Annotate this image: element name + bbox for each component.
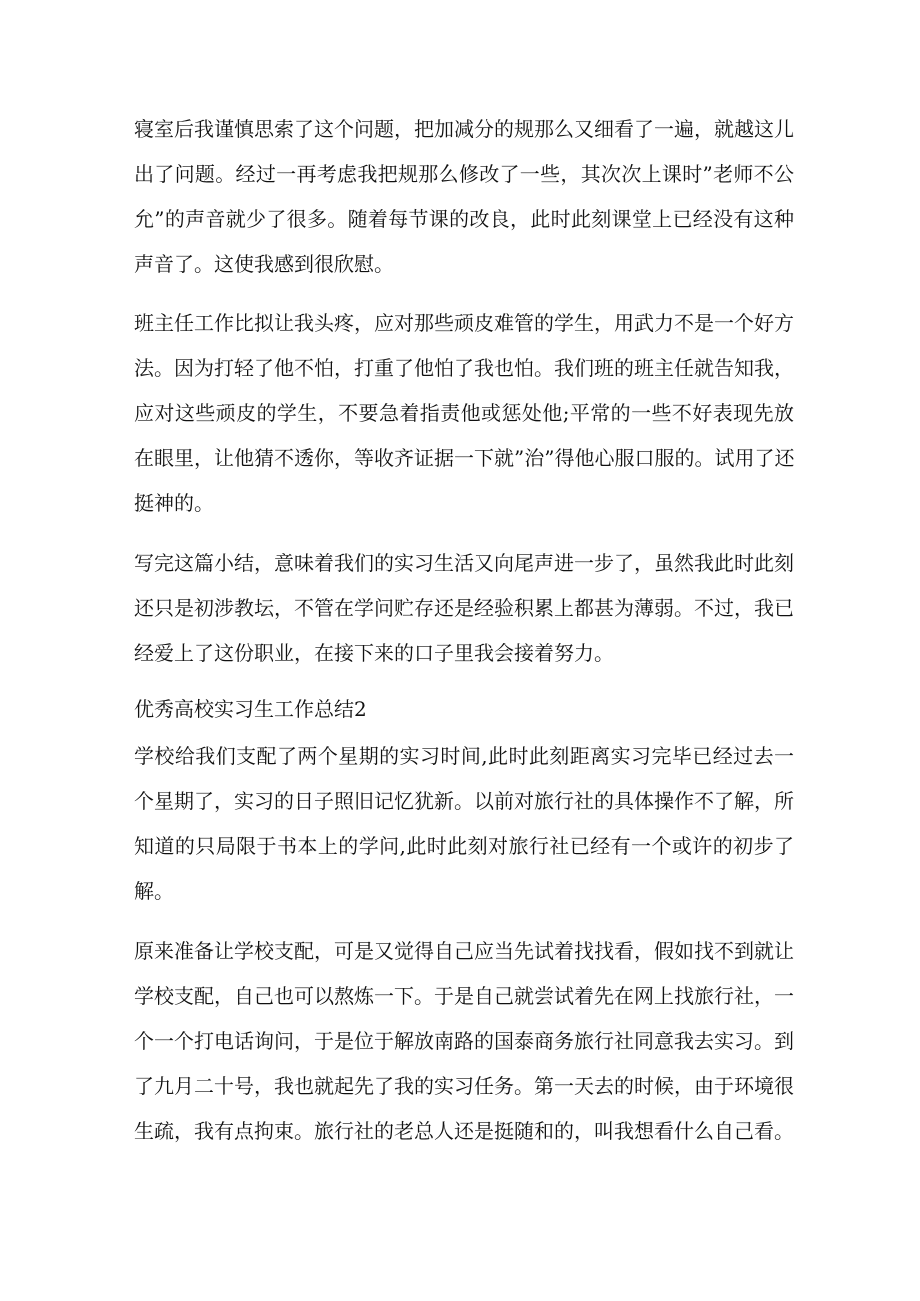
text-line: 法。因为打轻了他不怕，打重了他怕了我也怕。我们班的班主任就告知我，	[134, 356, 794, 380]
section-heading: 优秀高校实习生工作总结2	[134, 697, 367, 721]
text-line: 生疏，我有点拘束。旅行社的老总人还是挺随和的，叫我想看什么自己看。	[134, 1119, 794, 1143]
text-line: 寝室后我谨慎思索了这个问题，把加减分的规那么又细看了一遍，就越这儿	[134, 117, 794, 141]
text-line: 知道的只局限于书本上的学问,此时此刻对旅行社已经有一个或许的初步了	[134, 834, 794, 858]
text-line: 写完这篇小结，意味着我们的实习生活又向尾声进一步了，虽然我此时此刻	[134, 551, 794, 575]
text-line: 班主任工作比拟让我头疼，应对那些顽皮难管的学生，用武力不是一个好方	[134, 311, 794, 335]
text-line: 允”的声音就少了很多。随着每节课的改良，此时此刻课堂上已经没有这种	[134, 207, 794, 231]
text-line: 还只是初涉教坛，不管在学问贮存还是经验积累上都甚为薄弱。不过，我已	[134, 596, 794, 620]
text-line: 原来准备让学校支配，可是又觉得自己应当先试着找找看，假如找不到就让	[134, 939, 794, 963]
text-line: 挺神的。	[134, 491, 214, 515]
text-line: 个星期了，实习的日子照旧记忆犹新。以前对旅行社的具体操作不了解，所	[134, 789, 794, 813]
text-line: 经爱上了这份职业，在接下来的口子里我会接着努力。	[134, 641, 614, 665]
text-line: 在眼里，让他猜不透你，等收齐证据一下就”治”得他心服口服的。试用了还	[134, 446, 795, 470]
text-line: 了九月二十号，我也就起先了我的实习任务。第一天去的时候，由于环境很	[134, 1074, 794, 1098]
text-line: 解。	[134, 879, 174, 903]
text-line: 声音了。这使我感到很欣慰。	[134, 252, 394, 276]
text-line: 出了问题。经过一再考虑我把规那么修改了一些，其次次上课时”老师不公	[134, 162, 794, 186]
text-line: 学校给我们支配了两个星期的实习时间,此时此刻距离实习完毕已经过去一	[134, 744, 794, 768]
text-line: 学校支配，自己也可以熬炼一下。于是自己就尝试着先在网上找旅行社，一	[134, 984, 794, 1008]
text-line: 应对这些顽皮的学生，不要急着指责他或惩处他;平常的一些不好表现先放	[134, 401, 794, 425]
text-line: 个一个打电话询问，于是位于解放南路的国泰商务旅行社同意我去实习。到	[134, 1029, 794, 1053]
